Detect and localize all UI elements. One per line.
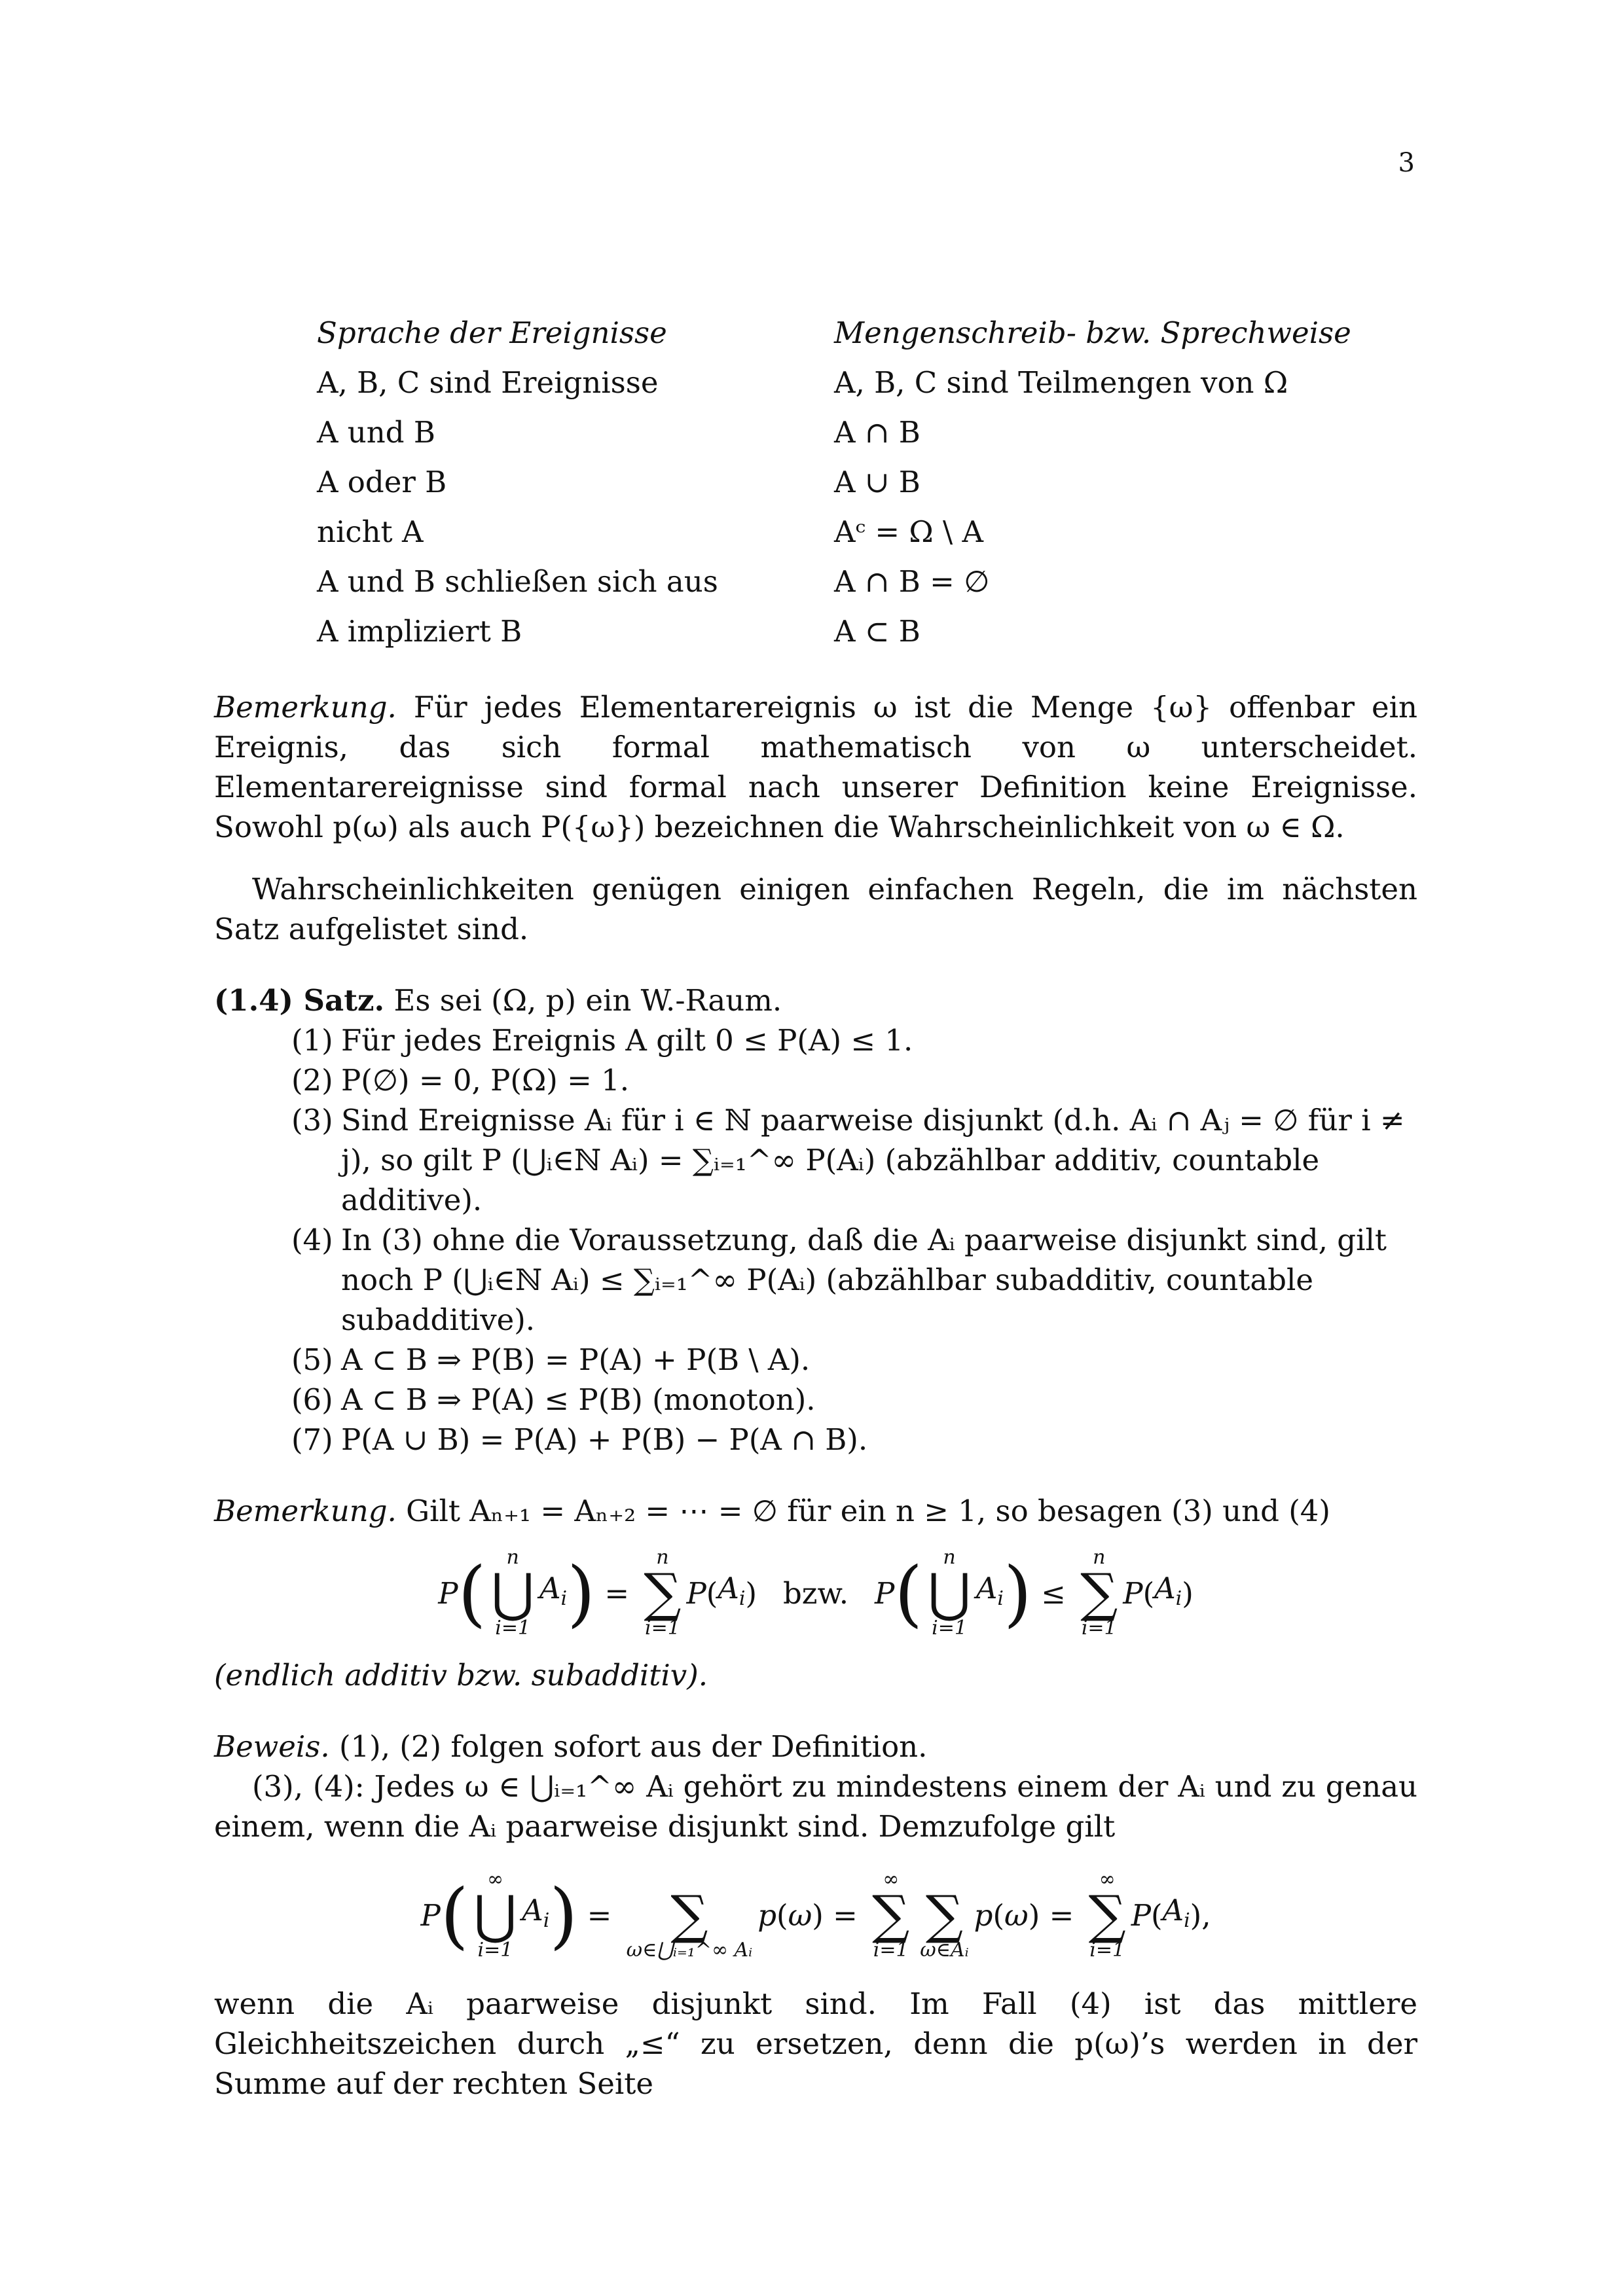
item-number: (2)	[291, 1063, 333, 1098]
proof-label: Beweis.	[214, 1729, 330, 1764]
theorem-intro: Es sei (Ω, p) ein W.-Raum.	[384, 983, 782, 1018]
list-item	[291, 1060, 1417, 1100]
union-operator: ∞ ⋃ i=1	[473, 1868, 517, 1962]
item-text: Für jedes Ereignis A gilt 0 ≤ P(A) ≤ 1.	[341, 1023, 913, 1058]
remark-paragraph	[214, 687, 1417, 847]
proof-line-2: (3), (4): Jedes ω ∈ ⋃ᵢ₌₁^∞ Aᵢ gehört zu mindestens einem der Aᵢ und zu genau einem, wenn die Aᵢ paarweise disjunkt sind. Demzufolge gilt	[214, 1769, 1417, 1844]
remark-text: Gilt Aₙ₊₁ = Aₙ₊₂ = ⋯ = ∅ für ein n ≥ 1, so besagen (3) und (4)	[396, 1494, 1330, 1528]
list-item	[291, 1420, 1417, 1460]
page-content	[214, 308, 1417, 2104]
table-cell-right: A ∪ B	[834, 464, 921, 499]
event-language-table	[317, 308, 1351, 656]
proof-line-1	[214, 1727, 1417, 1767]
theorem-heading	[214, 980, 1417, 1020]
table-header-right: Mengenschreib- bzw. Sprechweise	[834, 315, 1351, 350]
item-number: (6)	[291, 1382, 333, 1417]
page-number: 3	[1398, 148, 1415, 178]
remark-paragraph	[214, 1491, 1417, 1531]
sum-operator: n ∑ i=1	[1080, 1546, 1118, 1640]
list-item	[291, 1340, 1417, 1380]
item-text: A ⊂ B ⇒ P(B) = P(A) + P(B \ A).	[341, 1342, 811, 1377]
theorem-item-list	[291, 1020, 1417, 1460]
finite-additivity-formula: P ( n ⋃ i=1 $A_i$ ) = n ∑ i=1 P ( $A_i$ ) bzw. P ( n ⋃ i=1 $A_i$ ) ≤ n ∑ i=1 P ( $A_i$ )	[438, 1546, 1194, 1640]
table-cell-right: A ∩ B = ∅	[834, 564, 990, 599]
item-number: (3)	[291, 1103, 333, 1138]
sum-operator: ∞ ∑ i=1	[1088, 1868, 1126, 1962]
list-item	[291, 1020, 1417, 1060]
countable-additivity-formula: P ( ∞ ⋃ i=1 $A_i$ ) = ∑ ω∈⋃ᵢ₌₁^∞ Aᵢ p ( ω ) = ∞ ∑ i=1 ∑ ω∈Aᵢ p ( ω ) = ∞ ∑ i=1 P ( $A_i$ ),	[420, 1868, 1211, 1962]
table-cell-left: A und B	[317, 414, 435, 450]
table-cell-right: A, B, C sind Teilmengen von Ω	[834, 365, 1288, 400]
sum-operator: ∑ ω∈Aᵢ	[920, 1884, 969, 1962]
item-text: P(A ∪ B) = P(A) + P(B) − P(A ∩ B).	[341, 1422, 868, 1457]
table-cell-left: A oder B	[317, 464, 447, 499]
remark-label: Bemerkung.	[214, 690, 397, 725]
union-operator: n ⋃ i=1	[928, 1546, 971, 1640]
table-header-row	[317, 308, 1351, 357]
table-row	[317, 556, 1351, 606]
list-item	[291, 1380, 1417, 1420]
bzw-word: bzw.	[783, 1575, 848, 1611]
sum-operator: n ∑ i=1	[644, 1546, 682, 1640]
item-number: (5)	[291, 1342, 333, 1377]
item-number: (1)	[291, 1023, 333, 1058]
theorem-label: (1.4) Satz.	[214, 983, 385, 1018]
item-number: (4)	[291, 1223, 333, 1257]
final-paragraph: wenn die Aᵢ paarweise disjunkt sind. Im Fall (4) ist das mittlere Gleichheitszeichen durch „≤“ zu ersetzen, denn die p(ω)’s werden in der Summe auf der rechten Seite	[214, 1986, 1417, 2101]
union-operator: n ⋃ i=1	[491, 1546, 535, 1640]
item-text: Sind Ereignisse Aᵢ für i ∈ ℕ paarweise disjunkt (d.h. Aᵢ ∩ Aⱼ = ∅ für i ≠ j), so gilt P (⋃ᵢ∈ℕ Aᵢ) = ∑ᵢ₌₁^∞ P(Aᵢ) (abzählbar additiv, countable additive).	[341, 1103, 1405, 1217]
table-row	[317, 606, 1351, 656]
table-row	[317, 507, 1351, 556]
table-row	[317, 407, 1351, 457]
item-text: In (3) ohne die Voraussetzung, daß die Aᵢ paarweise disjunkt sind, gilt noch P (⋃ᵢ∈ℕ Aᵢ) ≤ ∑ᵢ₌₁^∞ P(Aᵢ) (abzählbar subadditiv, countable subadditive).	[341, 1223, 1387, 1337]
sum-operator: ∑ ω∈⋃ᵢ₌₁^∞ Aᵢ	[626, 1884, 753, 1962]
table-cell-left: A, B, C sind Ereignisse	[317, 365, 659, 400]
rules-paragraph: Wahrscheinlichkeiten genügen einigen einfachen Regeln, die im nächsten Satz aufgelistet sind.	[214, 872, 1417, 946]
item-text: A ⊂ B ⇒ P(A) ≤ P(B) (monoton).	[341, 1382, 816, 1417]
table-header-left: Sprache der Ereignisse	[317, 315, 667, 350]
remark-text: Für jedes Elementarereignis ω ist die Menge {ω} offenbar ein Ereignis, das sich formal mathematisch von ω unterscheidet. Elementarereignisse sind formal nach unserer Definition keine Ereignisse. Sowohl p(ω) als auch P({ω}) bezeichnen die Wahrscheinlichkeit von ω ∈ Ω.	[214, 690, 1417, 844]
table-row	[317, 357, 1351, 407]
list-item	[291, 1220, 1417, 1340]
item-number: (7)	[291, 1422, 333, 1457]
table-cell-left: A impliziert B	[317, 613, 522, 649]
list-item	[291, 1100, 1417, 1220]
item-text: P(∅) = 0, P(Ω) = 1.	[341, 1063, 630, 1098]
sum-operator: ∞ ∑ i=1	[872, 1868, 910, 1962]
table-row	[317, 457, 1351, 507]
table-cell-right: Aᶜ = Ω \ A	[834, 514, 983, 549]
table-cell-left: A und B schließen sich aus	[317, 564, 718, 599]
table-cell-left: nicht A	[317, 514, 424, 549]
remark-label: Bemerkung.	[214, 1494, 397, 1528]
proof-text: (1), (2) folgen sofort aus der Definition.	[329, 1729, 928, 1764]
endlich-line: (endlich additiv bzw. subadditiv).	[214, 1658, 708, 1693]
table-cell-right: A ⊂ B	[834, 613, 921, 649]
table-cell-right: A ∩ B	[834, 414, 921, 450]
